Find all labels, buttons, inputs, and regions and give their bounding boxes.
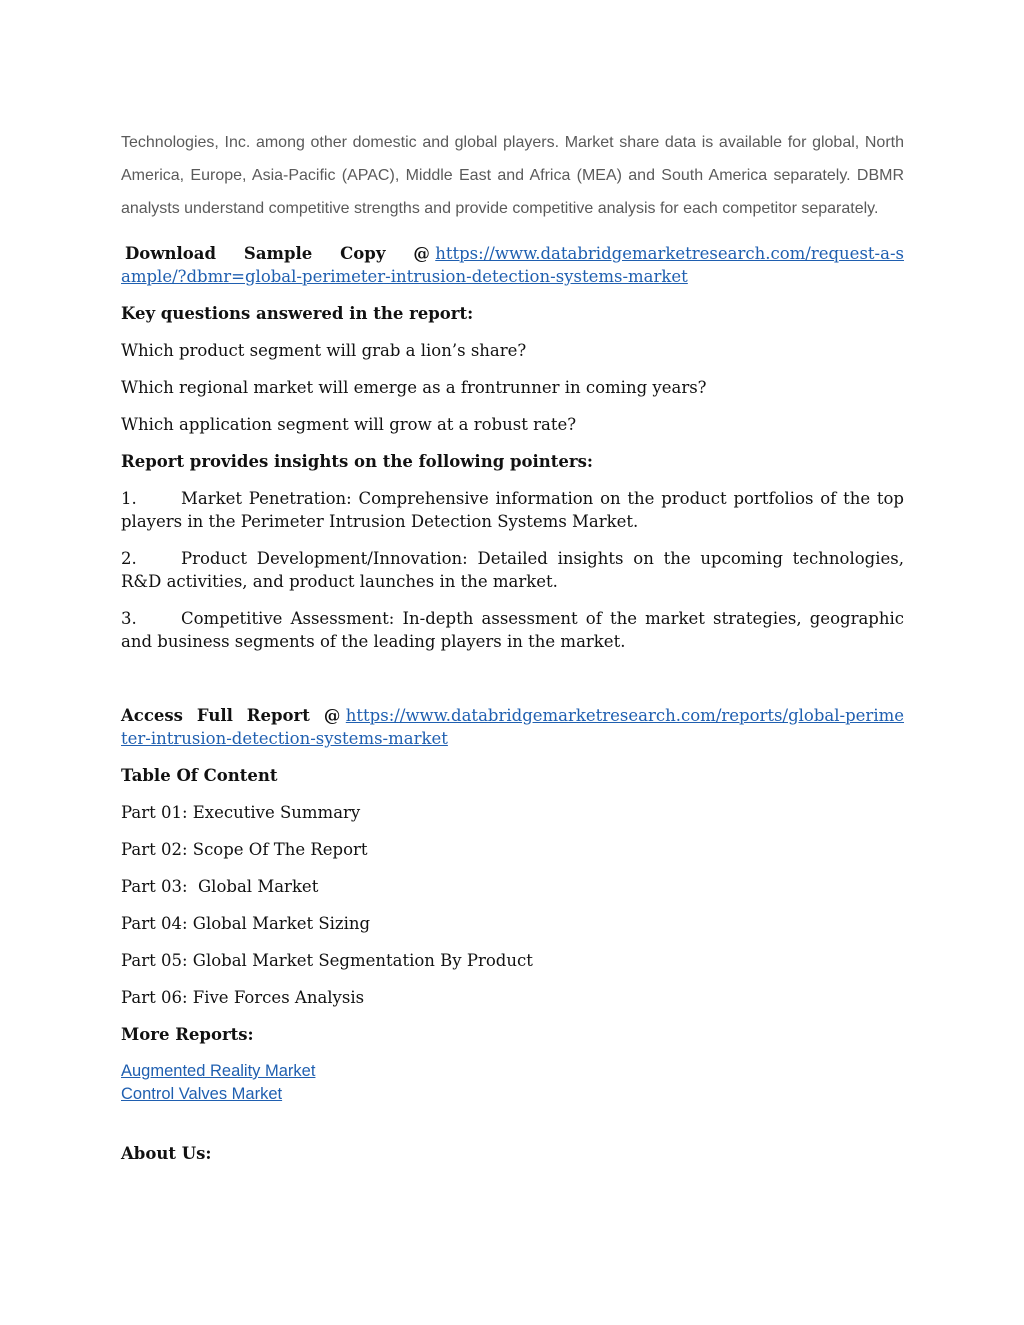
toc-item: Part 05: Global Market Segmentation By Product	[121, 951, 533, 970]
more-reports-list	[121, 1060, 904, 1106]
download-sample-paragraph	[121, 242, 904, 288]
pointer-number: 2.	[121, 549, 137, 568]
pointers-heading: Report provides insights on the following pointers:	[121, 452, 593, 471]
access-report-label: Access Full Report @	[121, 706, 341, 725]
toc-item: Part 03: Global Market	[121, 877, 319, 896]
pointer-item	[121, 487, 904, 533]
pointer-text: Competitive Assessment: In-depth assessment of the market strategies, geographic and business segments of the leading players in the market.	[121, 609, 904, 651]
key-question-item: Which regional market will emerge as a frontrunner in coming years?	[121, 378, 707, 397]
key-question-item: Which product segment will grab a lion’s share?	[121, 341, 527, 360]
download-sample-label: Download Sample Copy @	[125, 244, 430, 263]
key-question-item: Which application segment will grow at a robust rate?	[121, 415, 577, 434]
toc-heading: Table Of Content	[121, 766, 278, 785]
document-page	[121, 126, 904, 1165]
about-us-heading: About Us:	[121, 1144, 212, 1163]
more-report-link[interactable]: Augmented Reality Market	[121, 1062, 316, 1080]
download-sample-link[interactable]: https://www.databridgemarketresearch.com/request-a-sample/?dbmr=global-perimeter-intrusion-detection-systems-market	[121, 244, 904, 286]
toc-item: Part 04: Global Market Sizing	[121, 914, 371, 933]
pointer-number: 1.	[121, 489, 137, 508]
access-report-paragraph	[121, 704, 904, 750]
more-report-link[interactable]: Control Valves Market	[121, 1085, 283, 1103]
pointer-item	[121, 607, 904, 653]
key-questions-heading: Key questions answered in the report:	[121, 304, 474, 323]
access-report-link[interactable]: https://www.databridgemarketresearch.com/reports/global-perimeter-intrusion-detection-systems-market	[121, 706, 905, 748]
more-reports-heading: More Reports:	[121, 1025, 254, 1044]
pointer-item	[121, 547, 904, 593]
toc-item: Part 06: Five Forces Analysis	[121, 988, 365, 1007]
pointer-text: Product Development/Innovation: Detailed insights on the upcoming technologies, R&D activities, and product launches in the market.	[121, 549, 904, 591]
toc-item: Part 01: Executive Summary	[121, 803, 361, 822]
pointer-number: 3.	[121, 609, 137, 628]
toc-item: Part 02: Scope Of The Report	[121, 840, 368, 859]
intro-paragraph: Technologies, Inc. among other domestic and global players. Market share data is available for global, North America, Europe, Asia-Pacific (APAC), Middle East and Africa (MEA) and South America separately. DBMR analysts understand competitive strengths and provide competitive analysis for each competitor separately.	[121, 134, 904, 217]
pointer-text: Market Penetration: Comprehensive information on the product portfolios of the top players in the Perimeter Intrusion Detection Systems Market.	[121, 489, 904, 531]
